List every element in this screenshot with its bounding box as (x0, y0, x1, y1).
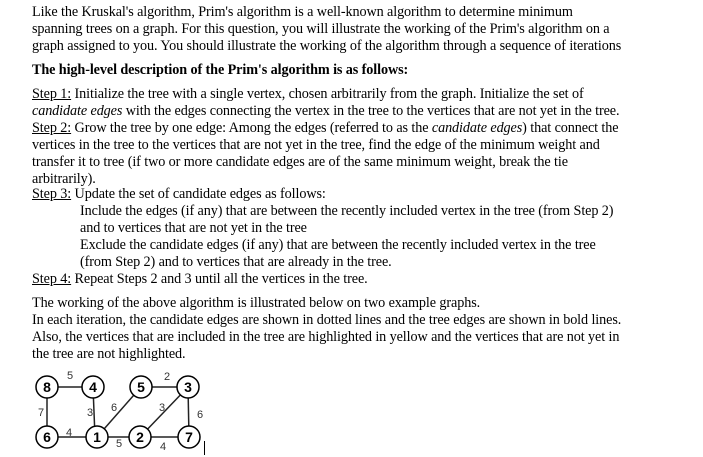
node-2 (129, 426, 151, 448)
intro-line-2: spanning trees on a graph. For this question, you will illustrate the working of the Prim's algorithm on a (32, 21, 610, 37)
step-2-line-1: Step 2: Grow the tree by one edge: Among the edges (referred to as the candidate edges) that connect the (32, 120, 619, 136)
step-3-exclude-line-2: (from Step 2) and to vertices that are already in the tree. (80, 254, 392, 270)
illustration-line-4: the tree are not highlighted. (32, 346, 186, 362)
step-2-line-4: arbitrarily). (32, 171, 96, 187)
section-heading: The high-level description of the Prim's algorithm is as follows: (32, 62, 409, 78)
svg-text:5: 5 (137, 379, 145, 395)
weight-2-7: 4 (160, 441, 167, 453)
node-5 (130, 376, 152, 398)
weight-3-2: 3 (159, 402, 166, 414)
illustration-line-2: In each iteration, the candidate edges are shown in dotted lines and the tree edges are shown in bold lines. (32, 312, 622, 328)
step-3-include-line-1: Include the edges (if any) that are between the recently included vertex in the tree (from Step 2) (80, 203, 614, 219)
step-3-include-line-2: and to vertices that are not yet in the tree (80, 220, 307, 236)
step-4-label: Step 4: (32, 271, 72, 287)
weight-8-4: 5 (67, 370, 74, 382)
step-1-label: Step 1: (32, 86, 72, 102)
weight-1-2: 5 (116, 438, 123, 450)
node-1 (86, 426, 108, 448)
svg-text:2: 2 (136, 429, 144, 445)
step-3-exclude-line-1: Exclude the candidate edges (if any) that are between the recently included vertex in the tree (80, 237, 596, 253)
svg-text:6: 6 (43, 429, 51, 445)
node-3 (177, 376, 199, 398)
node-8 (36, 376, 58, 398)
weight-5-3: 2 (164, 371, 171, 383)
weight-3-7: 6 (197, 409, 204, 421)
weight-4-1: 3 (87, 407, 94, 419)
intro-line-3: graph assigned to you. You should illustrate the working of the algorithm through a sequence of iterations (32, 38, 622, 54)
step-3-line-1: Step 3: Update the set of candidate edges as follows: (32, 186, 326, 202)
svg-text:1: 1 (93, 429, 101, 445)
candidate-edges-term: candidate edges (32, 103, 123, 119)
svg-text:4: 4 (89, 379, 97, 395)
step-2-line-3: transfer it to tree (if two or more candidate edges are of the same minimum weight, break the tie (32, 154, 568, 170)
node-4 (82, 376, 104, 398)
svg-text:8: 8 (43, 379, 51, 395)
step-3-label: Step 3: (32, 186, 72, 202)
step-4-line-1: Step 4: Repeat Steps 2 and 3 until all the vertices in the tree. (32, 271, 368, 287)
node-6 (36, 426, 58, 448)
weight-6-1: 4 (66, 427, 73, 439)
example-graph (0, 360, 230, 457)
step-2-label: Step 2: (32, 120, 72, 136)
illustration-line-3: Also, the vertices that are included in the tree are highlighted in yellow and the vertices that are not yet in (32, 329, 620, 345)
svg-text:3: 3 (184, 379, 192, 395)
svg-text:7: 7 (185, 429, 193, 445)
step-1-line-1: Step 1: Initialize the tree with a single vertex, chosen arbitrarily from the graph. Initialize the set of (32, 86, 584, 102)
illustration-line-1: The working of the above algorithm is illustrated below on two example graphs. (32, 295, 481, 311)
weight-8-6: 7 (38, 407, 45, 419)
intro-line-1: Like the Kruskal's algorithm, Prim's algorithm is a well-known algorithm to determine minimum (32, 4, 573, 20)
step-2-line-2: vertices in the tree to the vertices that are not yet in the tree, find the edge of the minimum weight and (32, 137, 600, 153)
text-cursor (204, 441, 205, 455)
step-1-line-2: candidate edges with the edges connecting the vertex in the tree to the vertices that are not yet in the tree. (32, 103, 620, 119)
node-7 (178, 426, 200, 448)
weight-1-5: 6 (111, 402, 118, 414)
